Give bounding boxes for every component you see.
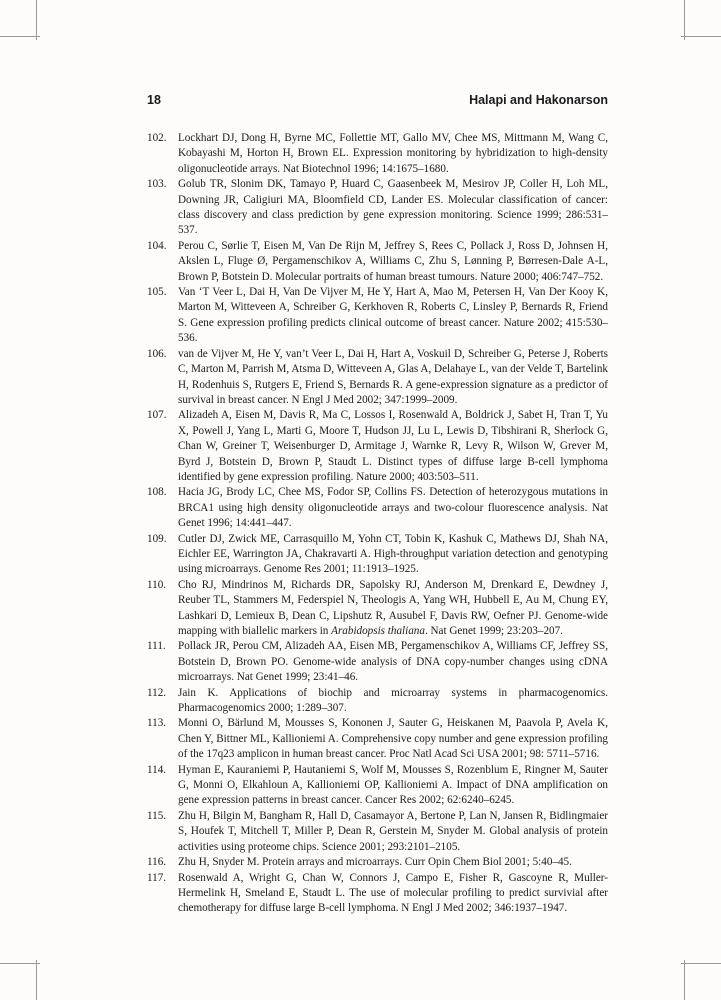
reference-number: 117. — [147, 871, 167, 884]
crop-mark — [681, 963, 721, 964]
reference-number: 110. — [147, 578, 167, 591]
crop-mark — [36, 960, 37, 1000]
reference-item — [147, 485, 608, 531]
reference-number: 113. — [147, 717, 167, 730]
crop-mark — [36, 0, 37, 40]
crop-mark — [681, 36, 721, 37]
reference-number: 114. — [147, 763, 167, 776]
running-title: Halapi and Hakonarson — [469, 93, 608, 107]
reference-number: 116. — [147, 856, 167, 869]
reference-item — [147, 131, 608, 177]
reference-item — [147, 177, 608, 239]
reference-item — [147, 763, 608, 809]
reference-item — [147, 408, 608, 485]
reference-text: Jain K. Applications of biochip and microarray systems in pharmacogenomics. Pharmacogenomics 2000; 1:289–307. — [178, 686, 608, 715]
reference-item — [147, 239, 608, 285]
crop-mark — [684, 0, 685, 40]
reference-number: 104. — [147, 239, 167, 252]
reference-item — [147, 639, 608, 685]
reference-item — [147, 716, 608, 762]
reference-number: 106. — [147, 347, 167, 360]
reference-number: 103. — [147, 178, 167, 191]
reference-number: 109. — [147, 532, 167, 545]
reference-text: Cutler DJ, Zwick ME, Carrasquillo M, Yohn CT, Tobin K, Kashuk C, Mathews DJ, Shah NA, Eichler EE, Warrington JA, Chakravarti A. High-throughput variation detection and genotyping using microarrays. Genome Res 2001; 11:1913–1925. — [178, 532, 608, 576]
reference-text: Alizadeh A, Eisen M, Davis R, Ma C, Lossos I, Rosenwald A, Boldrick J, Sabet H, Tran T, Yu X, Powell J, Yang L, Marti G, Moore T, Hudson JJ, Lu L, Lewis D, Tibshirani R, Sherlock G, Chan W, Greiner T, Weisenburger D, Armitage J, Warnke R, Levy R, Wilson W, Grever M, Byrd J, Botstein D, Brown P, Staudt L. Distinct types of diffuse large B-cell lymphoma identified by gene expression profiling. Nature 2000; 403:503–511. — [178, 409, 608, 483]
reference-text: Perou C, Sørlie T, Eisen M, Van De Rijn M, Jeffrey S, Rees C, Pollack J, Ross D, Johnsen H, Akslen L, Fluge Ø, Pergamenschikov A, Williams C, Zhu S, Lønning P, Børresen-Dale A-L, Brown P, Botstein D. Molecular portraits of human breast tumours. Nature 2000; 406:747–752. — [178, 239, 608, 283]
reference-item — [147, 809, 608, 855]
page-number: 18 — [147, 93, 161, 107]
reference-text: Van ‘T Veer L, Dai H, Van De Vijver M, He Y, Hart A, Mao M, Petersen H, Van Der Kooy K, Marton M, Witteveen A, Schreiber G, Kerkhoven R, Roberts C, Linsley P, Bernards R, Friend S. Gene expression profiling predicts clinical outcome of breast cancer. Nature 2002; 415:530–536. — [178, 286, 608, 345]
reference-number: 112. — [147, 686, 167, 699]
reference-item — [147, 686, 608, 717]
reference-item — [147, 347, 608, 409]
reference-item — [147, 578, 608, 640]
reference-item — [147, 285, 608, 347]
reference-number: 108. — [147, 486, 167, 499]
reference-text: Pollack JR, Perou CM, Alizadeh AA, Eisen MB, Pergamenschikov A, Williams CF, Jeffrey SS, Botstein D, Brown PO. Genome-wide analysis of DNA copy-number changes using cDNA microarrays. Nat Genet 1999; 23:41–46. — [178, 640, 608, 684]
reference-text-part: . Nat Genet 1999; 23:203–207. — [424, 625, 563, 637]
reference-text: Lockhart DJ, Dong H, Byrne MC, Follettie MT, Gallo MV, Chee MS, Mittmann M, Wang C, Kobayashi M, Horton H, Brown EL. Expression monitoring by hybridization to high-density oligonucleotide arrays. Nat Biotechnol 1996; 14:1675–1680. — [178, 132, 608, 175]
crop-mark — [0, 36, 40, 37]
crop-mark — [0, 963, 40, 964]
reference-text: Monni O, Bärlund M, Mousses S, Kononen J, Sauter G, Heiskanen M, Paavola P, Avela K, Chen Y, Bittner ML, Kallioniemi A. Comprehensive copy number and gene expression profiling of the 17q23 amplicon in human breast cancer. Proc Natl Acad Sci USA 2001; 98: 5711–5716. — [178, 717, 608, 761]
reference-number: 105. — [147, 286, 167, 299]
reference-text: Hyman E, Kauraniemi P, Hautaniemi S, Wolf M, Mousses S, Rozenblum E, Ringner M, Sauter G, Monni O, Elkahloun A, Kallioniemi OP, Kallioniemi A. Impact of DNA amplification on gene expression patterns in breast cancer. Cancer Res 2002; 62:6240–6245. — [178, 763, 608, 807]
reference-number: 111. — [147, 640, 166, 653]
reference-text: Zhu H, Bilgin M, Bangham R, Hall D, Casamayor A, Bertone P, Lan N, Jansen R, Bidlingmaier S, Houfek T, Mitchell T, Miller P, Dean R, Gerstein M, Snyder M. Global analysis of protein activities using proteome chips. Science 2001; 293:2101–2105. — [178, 809, 608, 853]
reference-item — [147, 855, 608, 870]
page-header — [147, 93, 608, 107]
reference-number: 102. — [147, 132, 167, 144]
reference-list — [147, 131, 608, 917]
species-name: Arabidopsis thaliana — [331, 625, 425, 637]
crop-mark — [684, 960, 685, 1000]
reference-number: 107. — [147, 409, 167, 422]
reference-item — [147, 532, 608, 578]
reference-text — [178, 578, 608, 640]
reference-text: Rosenwald A, Wright G, Chan W, Connors J, Campo E, Fisher R, Gascoyne R, Muller-Hermelink H, Smeland E, Staudt L. The use of molecular profiling to predict survivial after chemotherapy for diffuse large B-cell lymphoma. N Engl J Med 2002; 346:1937–1947. — [178, 871, 608, 915]
reference-text: Golub TR, Slonim DK, Tamayo P, Huard C, Gaasenbeek M, Mesirov JP, Coller H, Loh ML, Downing JR, Caligiuri MA, Bloomfield CD, Lander ES. Molecular classification of cancer: class discovery and class prediction by gene expression monitoring. Science 1999; 286:531–537. — [178, 178, 608, 237]
reference-text: Zhu H, Snyder M. Protein arrays and microarrays. Curr Opin Chem Biol 2001; 5:40–45. — [178, 856, 572, 869]
reference-text-part: Cho RJ, Mindrinos M, Richards DR, Sapolsky RJ, Anderson M, Drenkard E, Dewdney J, Reuber TL, Stammers M, Federspiel N, Theologis A, Yang WH, Hubbell E, Au M, Chung EY, Lashkari D, Lemieux B, Dean C, Lipshutz R, Ausubel F, Davis RW, Oefner PJ. Genome-wide mapping with biallelic markers in — [178, 578, 608, 637]
reference-text: van de Vijver M, He Y, van’t Veer L, Dai H, Hart A, Voskuil D, Schreiber G, Peterse J, Roberts C, Marton M, Parrish M, Atsma D, Witteveen A, Glas A, Delahaye L, van der Velde T, Bartelink H, Rodenhuis S, Rutgers E, Friend S, Bernards R. A gene-expression signature as a predictor of survival in breast cancer. N Engl J Med 2002; 347:1999–2009. — [178, 347, 608, 406]
reference-number: 115. — [147, 809, 167, 822]
reference-item — [147, 871, 608, 917]
reference-text: Hacia JG, Brody LC, Chee MS, Fodor SP, Collins FS. Detection of heterozygous mutations in BRCA1 using high density oligonucleotide arrays and two-colour fluorescence analysis. Nat Genet 1996; 14:441–447. — [178, 486, 608, 530]
